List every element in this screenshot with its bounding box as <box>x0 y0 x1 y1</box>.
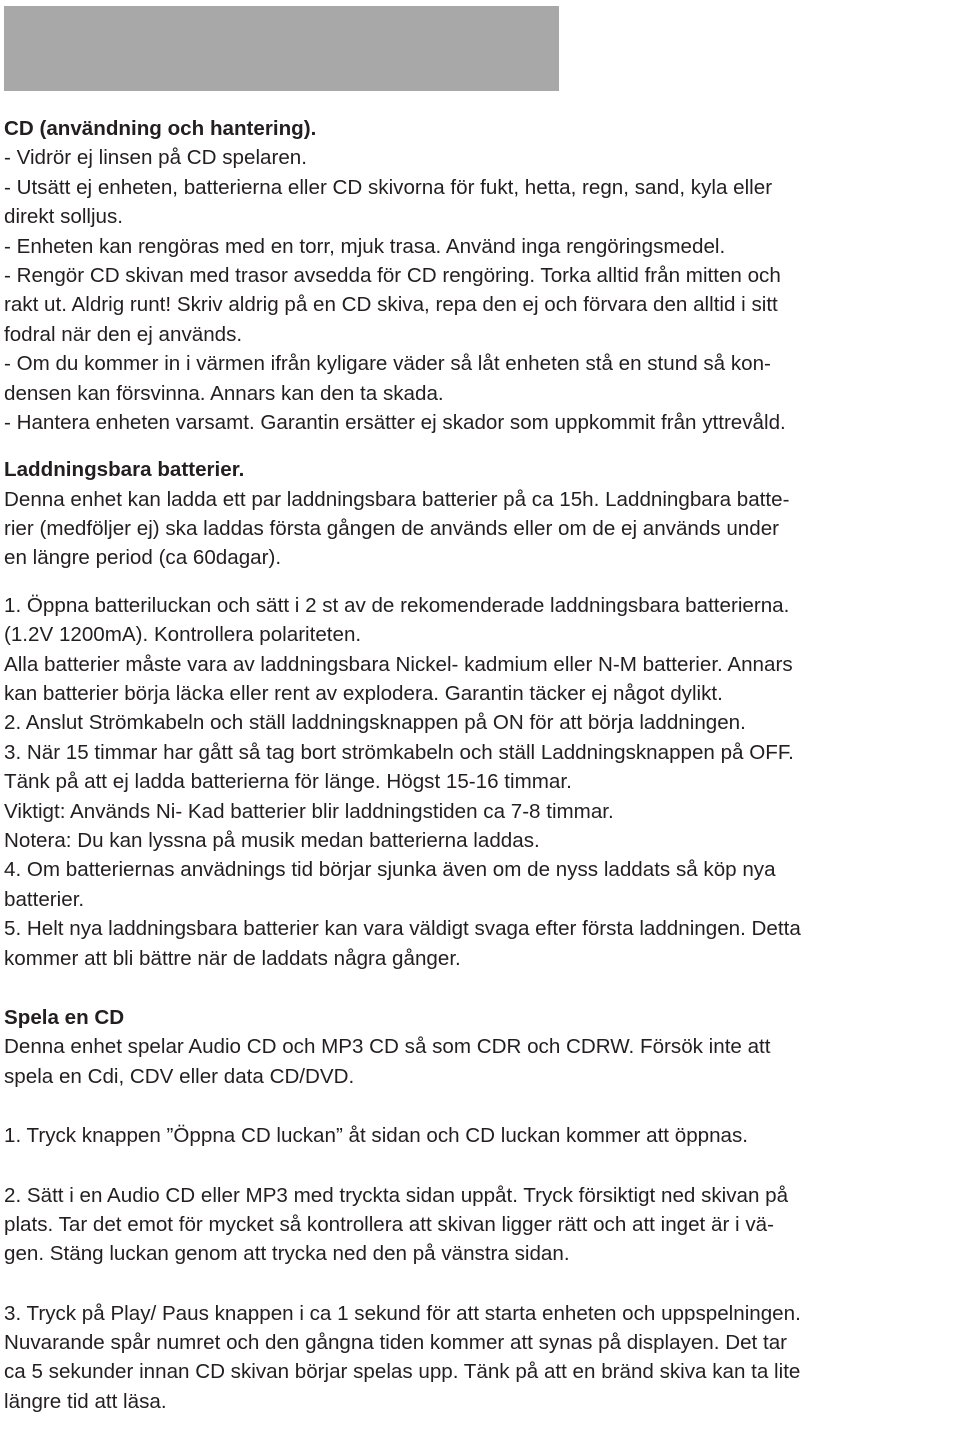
text-line: - Hantera enheten varsamt. Garantin ersätter ej skador som uppkommit från yttrevåld. <box>4 410 786 434</box>
text-line: Tänk på att ej ladda batterierna för länge. Högst 15-16 timmar. <box>4 770 572 794</box>
text-line: - Rengör CD skivan med trasor avsedda för CD rengöring. Torka alltid från mitten och <box>4 263 781 287</box>
header-gray-block <box>4 6 559 91</box>
text-line: densen kan försvinna. Annars kan den ta skada. <box>4 381 444 405</box>
text-line: - Om du kommer in i värmen ifrån kyligare väder så låt enheten stå en stund så kon- <box>4 352 771 376</box>
text-line: 2. Sätt i en Audio CD eller MP3 med tryckta sidan uppåt. Tryck försiktigt ned skivan på <box>4 1183 789 1207</box>
text-line: - Vidrör ej linsen på CD spelaren. <box>4 146 307 170</box>
text-line: längre tid att läsa. <box>4 1389 167 1413</box>
text-line: Denna enhet kan ladda ett par laddningsbara batterier på ca 15h. Laddningbara batte- <box>4 487 790 511</box>
section-heading-cd-handling: CD (användning och hantering). <box>4 117 317 140</box>
text-line: Viktigt: Används Ni- Kad batterier blir laddningstiden ca 7-8 timmar. <box>4 799 614 823</box>
text-line: ca 5 sekunder innan CD skivan börjar spelas upp. Tänk på att en bränd skiva kan ta lite <box>4 1360 801 1384</box>
text-line: - Utsätt ej enheten, batterierna eller CD skivorna för fukt, hetta, regn, sand, kyla eller <box>4 175 773 199</box>
text-line: Notera: Du kan lyssna på musik medan batterierna laddas. <box>4 828 540 852</box>
section-heading-batteries: Laddningsbara batterier. <box>4 458 245 482</box>
text-line: 5. Helt nya laddningsbara batterier kan vara väldigt svaga efter första laddningen. Detta <box>4 917 801 941</box>
section-heading-play-cd: Spela en CD <box>4 1005 125 1029</box>
text-line: fodral när den ej används. <box>4 322 243 346</box>
text-line: Alla batterier måste vara av laddningsbara Nickel- kadmium eller N-M batterier. Annars <box>4 652 793 676</box>
text-line: kan batterier börja läcka eller rent av explodera. Garantin täcker ej något dylikt. <box>4 682 723 706</box>
text-line: 1. Öppna batteriluckan och sätt i 2 st av de rekomenderade laddningsbara batterierna. <box>4 593 790 617</box>
text-line: rakt ut. Aldrig runt! Skriv aldrig på en CD skiva, repa den ej och förvara den alltid i sitt <box>4 293 778 317</box>
text-line: gen. Stäng luckan genom att trycka ned den på vänstra sidan. <box>4 1242 570 1266</box>
text-line: direkt solljus. <box>4 205 124 229</box>
text-line: 1. Tryck knappen ”Öppna CD luckan” åt sidan och CD luckan kommer att öppnas. <box>4 1124 749 1148</box>
text-line: en längre period (ca 60dagar). <box>4 546 282 570</box>
text-line: Nuvarande spår numret och den gångna tiden kommer att synas på displayen. Det tar <box>4 1331 788 1355</box>
text-line: 3. När 15 timmar har gått så tag bort strömkabeln och ställ Laddningsknappen på OFF. <box>4 740 794 764</box>
text-line: (1.2V 1200mA). Kontrollera polariteten. <box>4 623 362 647</box>
text-line: Denna enhet spelar Audio CD och MP3 CD så som CDR och CDRW. Försök inte att <box>4 1035 771 1059</box>
text-line: spela en Cdi, CDV eller data CD/DVD. <box>4 1064 355 1088</box>
text-line: batterier. <box>4 887 85 911</box>
manual-page <box>4 114 956 1416</box>
text-line: kommer att bli bättre när de laddats några gånger. <box>4 946 461 970</box>
text-line: 4. Om batteriernas anvädnings tid börjar sjunka även om de nyss laddats så köp nya <box>4 858 776 882</box>
text-line: rier (medföljer ej) ska laddas första gången de används eller om de ej används under <box>4 517 780 541</box>
text-line: - Enheten kan rengöras med en torr, mjuk trasa. Använd inga rengöringsmedel. <box>4 234 726 258</box>
text-line: 3. Tryck på Play/ Paus knappen i ca 1 sekund för att starta enheten och uppspelningen. <box>4 1301 801 1325</box>
text-line: 2. Anslut Strömkabeln och ställ laddningsknappen på ON för att börja laddningen. <box>4 711 746 735</box>
text-line: plats. Tar det emot för mycket så kontrollera att skivan ligger rätt och att inget är i vä- <box>4 1212 774 1236</box>
